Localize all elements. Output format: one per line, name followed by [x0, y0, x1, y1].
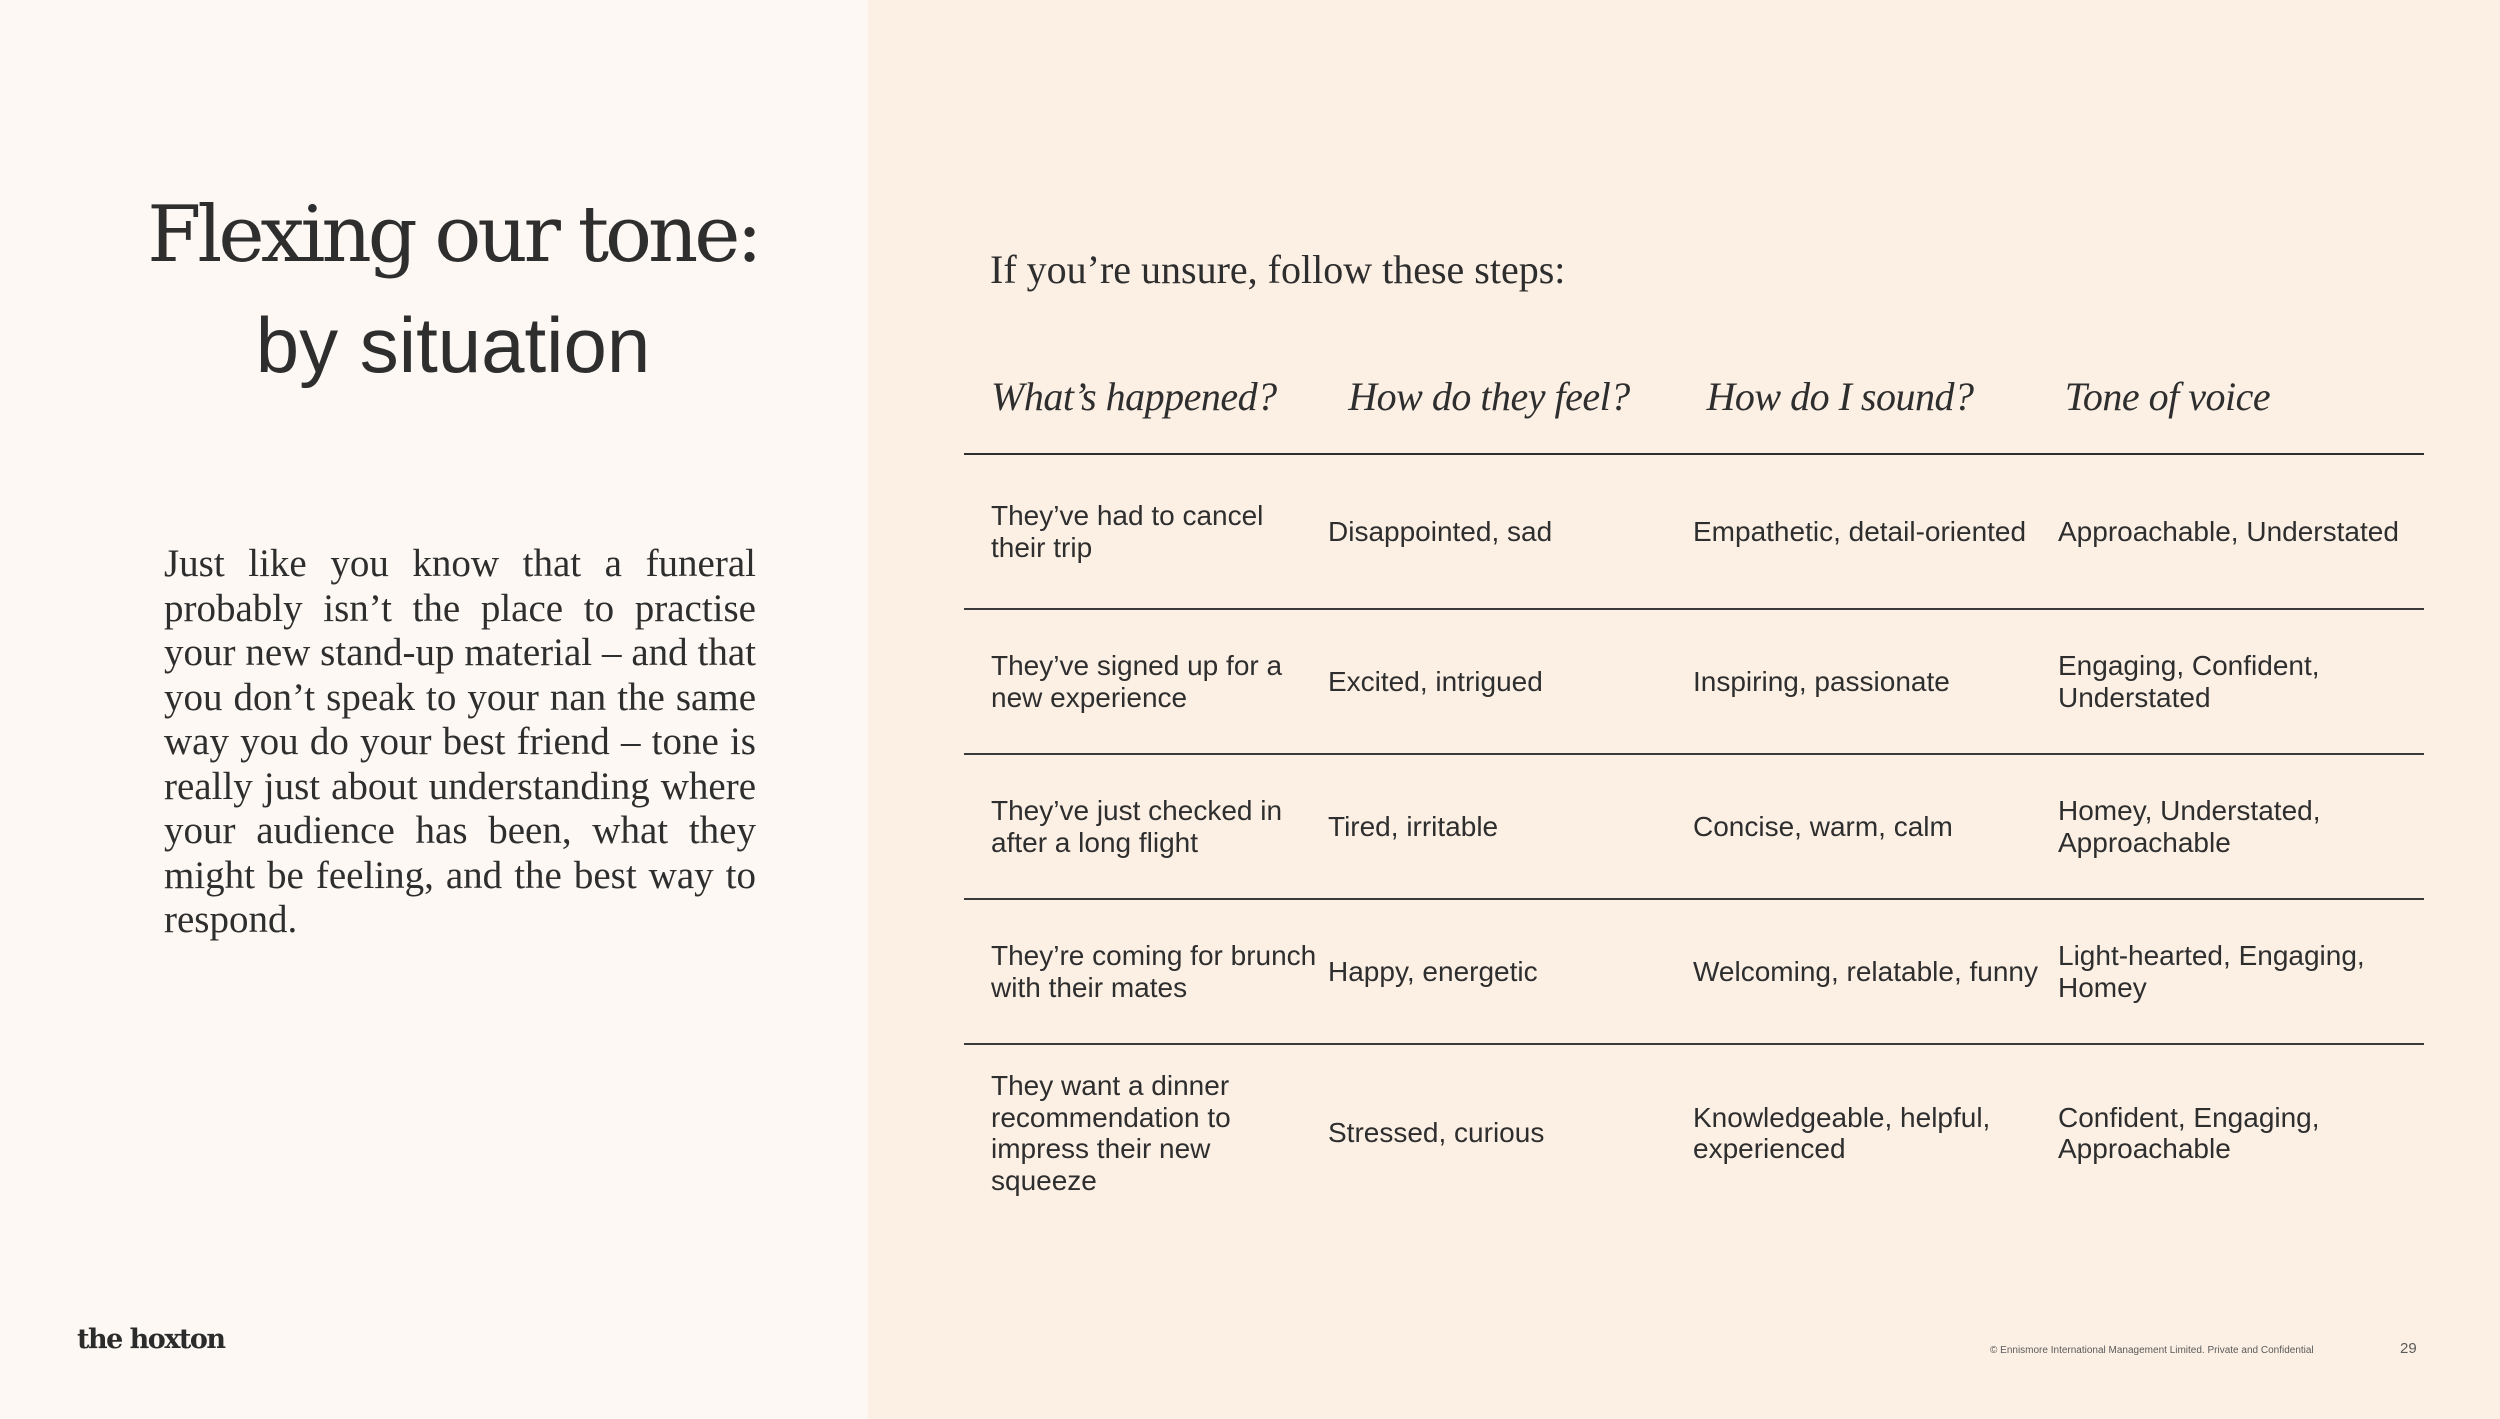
cell-feeling: Stressed, curious — [1328, 1117, 1545, 1149]
cell-situation: They’re coming for brunch with their mates — [991, 940, 1317, 1003]
table-header — [964, 340, 2424, 455]
page-title — [0, 180, 906, 400]
header-tone-of-voice: Tone of voice — [2064, 374, 2271, 419]
cell-situation: They’ve signed up for a new experience — [991, 650, 1283, 713]
cell-tone: Light-hearted, Engaging, Homey — [2058, 940, 2365, 1003]
table-row — [964, 610, 2424, 755]
cell-tone: Engaging, Confident, Understated — [2058, 650, 2320, 713]
title-line-2: by situation — [255, 301, 651, 389]
cell-situation: They’ve just checked in after a long flight — [991, 795, 1283, 858]
cell-feeling: Tired, irritable — [1328, 810, 1499, 842]
steps-subtitle: If you’re unsure, follow these steps: — [990, 247, 1566, 292]
table-row — [964, 755, 2424, 900]
cell-sound: Empathetic, detail-oriented — [1693, 515, 2027, 547]
cell-feeling: Happy, energetic — [1328, 955, 1538, 987]
table-row — [964, 900, 2424, 1045]
cell-sound: Concise, warm, calm — [1693, 810, 1953, 842]
cell-tone: Approachable, Understated — [2058, 515, 2399, 547]
table-row — [964, 1045, 2424, 1221]
cell-tone: Homey, Understated, Approachable — [2058, 795, 2321, 858]
cell-sound: Knowledgeable, helpful, experienced — [1693, 1101, 1991, 1164]
cell-situation: They’ve had to cancel their trip — [991, 500, 1264, 563]
hoxton-logo: the hoxton — [77, 1324, 225, 1355]
header-whats-happened: What’s happened? — [991, 374, 1277, 419]
table-row — [964, 455, 2424, 610]
cell-sound: Welcoming, relatable, funny — [1693, 955, 2038, 987]
header-how-i-sound: How do I sound? — [1706, 374, 1974, 419]
page-number: 29 — [2400, 1340, 2417, 1357]
copyright-note: © Ennismore International Management Limited. Private and Confidential — [1990, 1345, 2314, 1356]
cell-situation: They want a dinner recommendation to impress their new squeeze — [991, 1070, 1231, 1196]
tone-table — [964, 340, 2424, 1221]
cell-feeling: Disappointed, sad — [1328, 515, 1553, 547]
cell-tone: Confident, Engaging, Approachable — [2058, 1101, 2320, 1164]
cell-feeling: Excited, intrigued — [1328, 665, 1543, 697]
header-how-they-feel: How do they feel? — [1348, 374, 1630, 419]
title-line-1: Flexing our tone: — [147, 190, 759, 280]
cell-sound: Inspiring, passionate — [1693, 665, 1950, 697]
intro-paragraph: Just like you know that a funeral probably isn’t the place to practise your new stand-up material – and that you don’t speak to your nan the same way you do your best friend – tone is really just about understanding where your audience has been, what they might be feeling, and the best way to respond. — [164, 542, 756, 941]
